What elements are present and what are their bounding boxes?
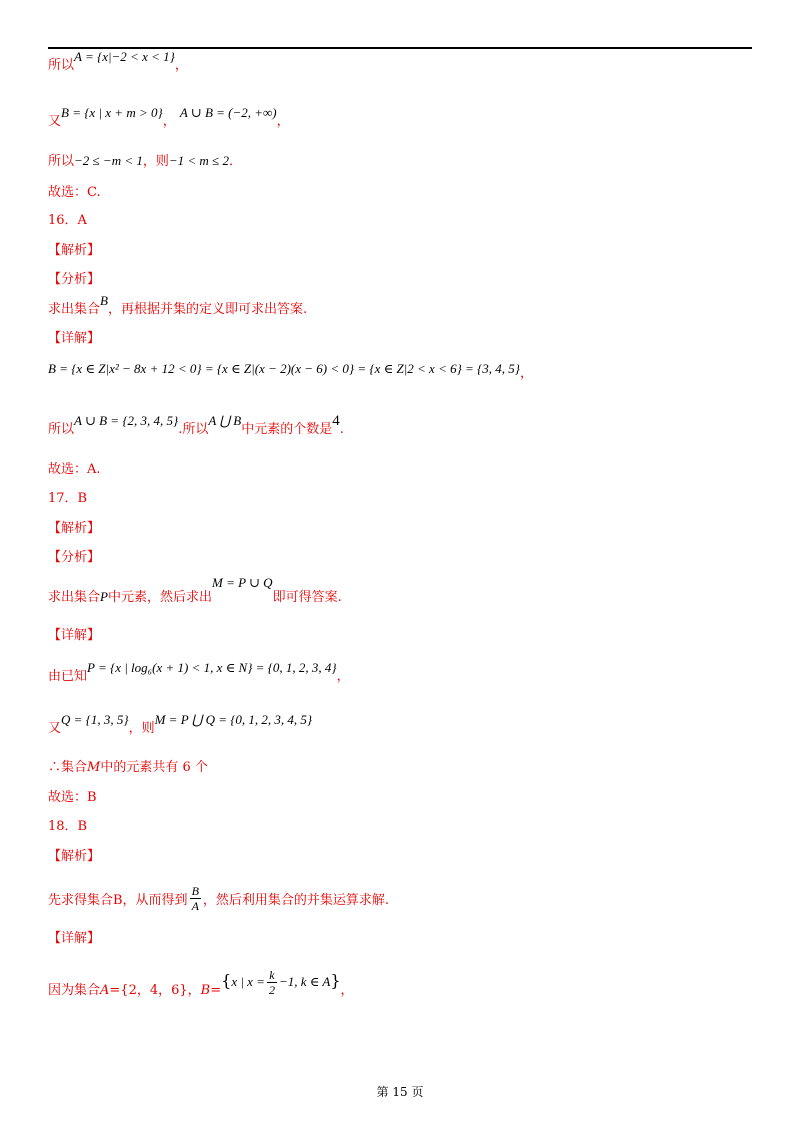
- question-18-answer: 18．B: [48, 819, 88, 834]
- text-line-15: 因为集合A={2，4，6}，B={x | x = $\frac{k}{2}$ −1, k ∈ A}，: [48, 968, 354, 998]
- text-line-3: 所以−2 ≤ −m < 1，则−1 < m ≤ 2．: [48, 153, 242, 169]
- question-16-answer: 16．A: [48, 213, 87, 228]
- section-jiexi: 【解析】: [48, 849, 101, 864]
- answer-line-15: 故选：C.: [48, 185, 101, 200]
- math-union: A ∪ B = (−2, +∞): [179, 105, 277, 120]
- math-set-b-derivation: B = {x ∈ Z|x² − 8x + 12 < 0} = {x ∈ Z|(x − 2)(x − 6) < 0} = {x ∈ Z|2 < x < 6} = {3, 4, 5}: [48, 361, 520, 376]
- text-line-10: 由已知P = {x | log₆(x + 1) < 1, x ∈ N} = {0, 1, 2, 3, 4}，: [48, 660, 350, 684]
- text-line-5: 求出集合B，再根据并集的定义即可求出答案.: [48, 293, 308, 317]
- text-line-7: 所以A ∪ B = {2, 3, 4, 5}.所以A ⋃ B中元素的个数是4.: [48, 413, 344, 437]
- math-ineq-1: −2 ≤ −m < 1: [74, 153, 143, 168]
- section-jiexi: 【解析】: [48, 243, 101, 258]
- answer-line-17: 故选：B: [48, 790, 97, 805]
- math-set-p: P = {x | log₆(x + 1) < 1, x ∈ N} = {0, 1, 2, 3, 4}: [87, 660, 337, 675]
- text-line-9: 求出集合P中元素，然后求出M = P ∪ Q即可得答案.: [48, 575, 342, 605]
- page-number: 第 15 页: [376, 1085, 424, 1099]
- text-line-6: B = {x ∈ Z|x² − 8x + 12 < 0} = {x ∈ Z|(x − 2)(x − 6) < 0} = {x ∈ Z|2 < x < 6} = {3, 4, 5}，: [48, 361, 533, 381]
- section-xiangjie: 【详解】: [48, 628, 101, 643]
- text-line-2: 又B = {x | x + m > 0}， A ∪ B = (−2, +∞)，: [48, 105, 290, 129]
- math-set-b-def: {x | x = $\frac{k}{2}$ −1, k ∈ A}: [221, 968, 341, 997]
- math-ineq-2: −1 < m ≤ 2: [168, 153, 229, 168]
- answer-line-16: 故选：A.: [48, 462, 101, 477]
- text-line-1: 所以A = {x|−2 < x < 1}，: [48, 49, 188, 73]
- math-set-b: B = {x | x + m > 0}: [61, 105, 163, 120]
- text-line-11: 又Q = {1, 3, 5}，则M = P ⋃ Q = {0, 1, 2, 3, 4, 5}: [48, 712, 313, 736]
- text-line-12: ∴集合M中的元素共有 6 个: [48, 760, 208, 775]
- section-fenxi: 【分析】: [48, 272, 101, 287]
- section-xiangjie: 【详解】: [48, 331, 101, 346]
- question-17-answer: 17．B: [48, 491, 88, 506]
- fraction-b-over-a: $\frac{B}{A}$: [191, 884, 199, 913]
- text-line-14: 先求得集合B，从而得到 $\frac{B}{A}$ ，然后利用集合的并集运算求解.: [48, 884, 390, 913]
- section-xiangjie: 【详解】: [48, 931, 101, 946]
- math-set-a: A = {x|−2 < x < 1}: [74, 49, 175, 64]
- section-jiexi: 【解析】: [48, 521, 101, 536]
- section-fenxi: 【分析】: [48, 550, 101, 565]
